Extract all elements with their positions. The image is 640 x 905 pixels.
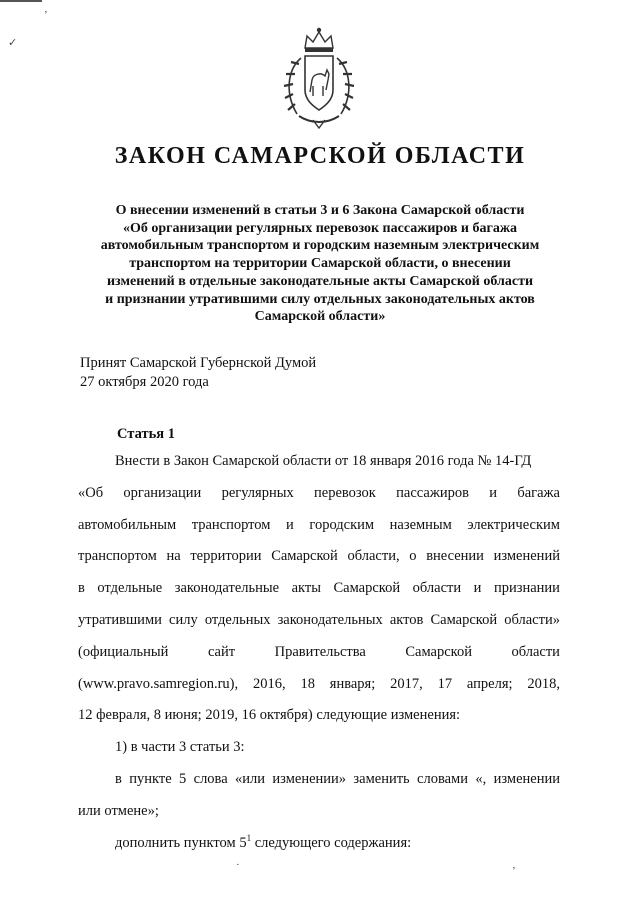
word: Самарской — [271, 548, 338, 565]
word: «или — [235, 770, 266, 787]
word: актов — [389, 611, 424, 628]
word: Самарской — [405, 643, 472, 660]
word: отдельных — [204, 611, 271, 628]
word: слова — [193, 770, 228, 787]
word: наземным — [389, 516, 452, 533]
word: 18 — [300, 675, 315, 692]
subject-line: автомобильным транспортом и городским наземным электрическим — [100, 238, 540, 254]
law-title: ЗАКОН САМАРСКОЙ ОБЛАСТИ — [114, 143, 526, 169]
word: организации — [123, 484, 202, 501]
word: городским — [309, 516, 375, 533]
word: 5 — [179, 770, 187, 787]
word: электрическим — [467, 516, 560, 533]
superscript: 1 — [246, 832, 252, 843]
paragraph-line — [78, 541, 560, 573]
paragraph-line: 12 февраля, 8 июня; 2019, 16 октября) следующие изменения: — [78, 707, 461, 724]
adoption-date: 27 октября 2020 года — [80, 374, 209, 390]
scan-mark: ʼ — [44, 9, 48, 21]
adoption-body: Принят Самарской Губернской Думой — [80, 355, 317, 371]
word: (официальный — [78, 643, 169, 660]
word: заменить — [353, 770, 410, 787]
word: сайт — [207, 643, 236, 660]
word: законодательных — [277, 611, 383, 628]
word: отдельные — [97, 580, 163, 597]
word: 17 — [437, 675, 453, 692]
word: внесении — [426, 548, 484, 565]
word: изменений — [493, 548, 560, 565]
paragraph-text: следующего содержания: — [251, 834, 412, 851]
word: и — [286, 516, 294, 533]
word: багажа — [517, 484, 560, 501]
paragraph-line — [78, 669, 560, 701]
word: акты — [291, 580, 321, 597]
word: изменении — [493, 770, 560, 787]
coat-of-arms-icon — [277, 24, 361, 130]
paragraph-line — [78, 764, 560, 796]
word: 2018, — [527, 675, 560, 692]
subject-line: и признании утратившими силу отдельных законодательных актов — [105, 291, 535, 307]
paragraph-line — [78, 828, 560, 860]
word: области» — [504, 611, 560, 628]
word: области, — [347, 548, 400, 565]
word: перевозок — [314, 484, 376, 501]
subject-line: Самарской области» — [254, 309, 386, 325]
word: регулярных — [221, 484, 294, 501]
subject-line: изменений в отдельные законодательные акты Самарской области — [106, 273, 534, 289]
paragraph-line — [78, 573, 560, 605]
paragraph-line — [78, 478, 560, 510]
word: законодательные — [174, 580, 280, 597]
scan-mark: ʼ — [512, 865, 516, 877]
word: области — [511, 643, 560, 660]
word: (www.pravo.samregion.ru), — [78, 675, 239, 692]
word: словами — [417, 770, 468, 787]
word: 2017, — [390, 675, 423, 692]
word: о — [409, 548, 417, 565]
word: на — [166, 548, 181, 565]
scan-mark: ✓ — [8, 37, 18, 49]
paragraph-text: дополнить пунктом 5 — [115, 834, 247, 851]
word: силу — [169, 611, 198, 628]
word: Правительства — [274, 643, 366, 660]
adoption-block — [80, 354, 316, 392]
word: и — [489, 484, 498, 501]
paragraph-line — [78, 637, 560, 669]
subject-line: О внесении изменений в статьи 3 и 6 Закона Самарской области — [115, 203, 525, 218]
word: «, — [475, 770, 487, 787]
paragraph-line: Внести в Закон Самарской области от 18 января 2016 года № 14-ГД — [115, 453, 532, 469]
word: транспортом — [78, 548, 157, 565]
word: Самарской — [333, 580, 401, 597]
word: территории — [190, 548, 262, 565]
scan-mark: · — [236, 859, 240, 871]
word: января; — [329, 675, 376, 692]
word: пункте — [129, 770, 172, 787]
word: в — [78, 580, 85, 597]
word: 2016, — [252, 675, 286, 692]
list-item: 1) в части 3 статьи 3: — [115, 739, 245, 756]
article-body — [78, 446, 560, 859]
word: в — [115, 770, 122, 787]
word: утратившими — [78, 611, 162, 628]
word: признании — [493, 580, 560, 597]
subject-line: транспортом на территории Самарской области, о внесении — [129, 256, 511, 272]
paragraph-line — [78, 605, 560, 637]
paragraph-line: или отмене»; — [78, 802, 159, 819]
word: пассажиров — [396, 484, 469, 501]
subject-line: «Об организации регулярных перевозок пассажиров и багажа — [122, 220, 518, 236]
word: «Об — [78, 484, 104, 501]
article-heading: Статья 1 — [117, 426, 175, 442]
word: транспортом — [191, 516, 271, 533]
word: автомобильным — [78, 516, 177, 533]
word: и — [473, 580, 482, 597]
word: изменении» — [272, 770, 347, 787]
word: Самарской — [430, 611, 498, 628]
word: области — [412, 580, 462, 597]
law-subject — [60, 202, 580, 326]
top-scan-rule — [0, 0, 42, 2]
paragraph-line — [78, 510, 560, 542]
word: апреля; — [466, 675, 513, 692]
